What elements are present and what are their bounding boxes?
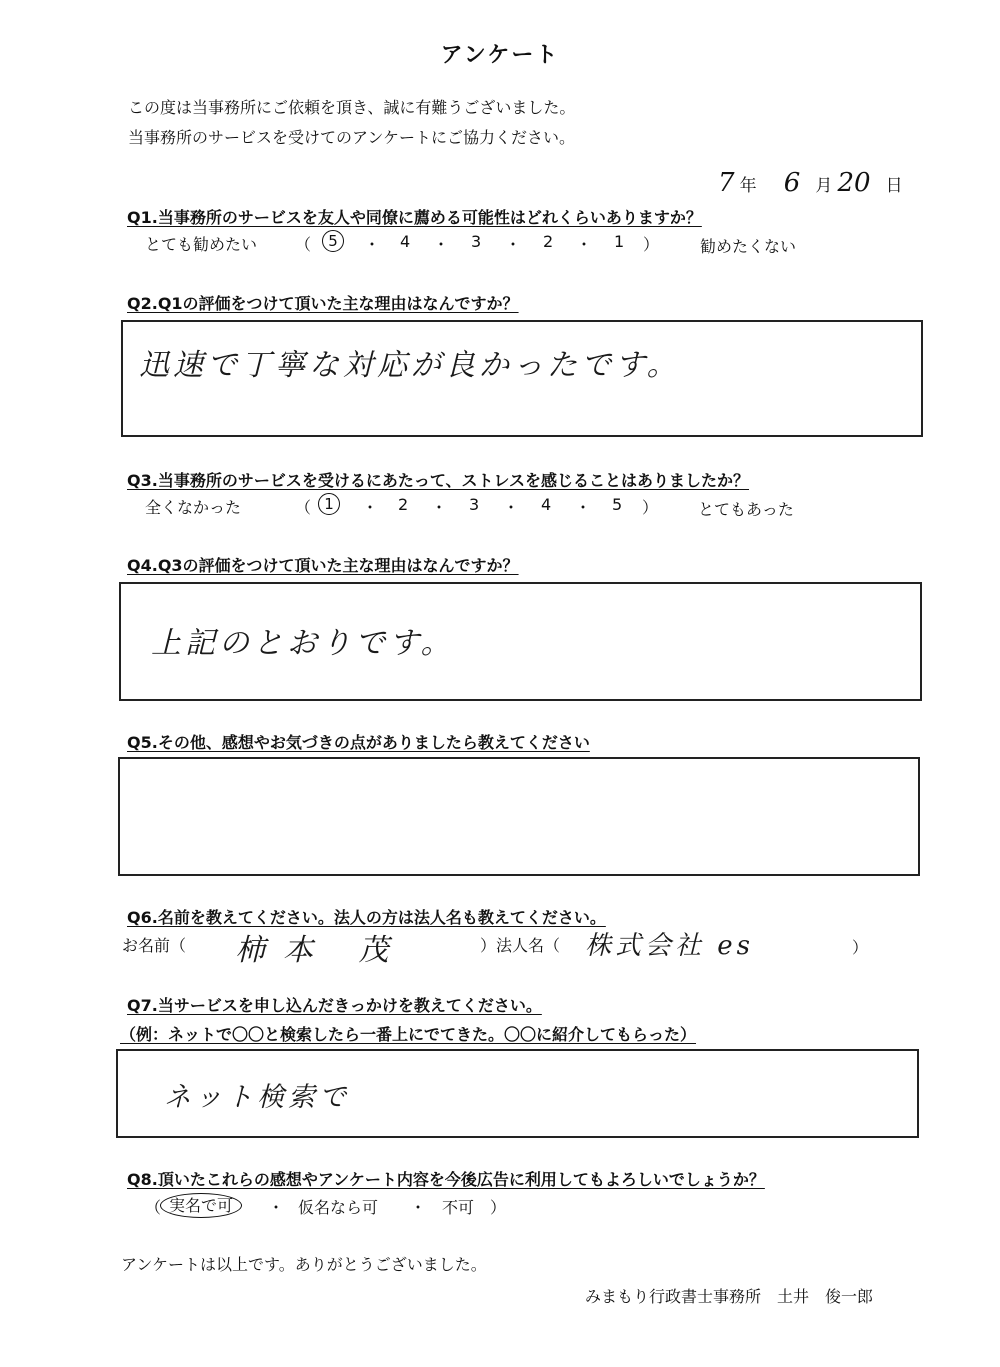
- q4-answer-text: 上記のとおりです。: [151, 626, 455, 661]
- q8-sep: ・: [410, 1198, 427, 1217]
- closing-text: アンケートは以上です。ありがとうございました。: [121, 1255, 487, 1274]
- q3-option-1[interactable]: 1: [318, 493, 340, 515]
- q3-close-paren: ）: [642, 498, 659, 517]
- q1-sep: ・: [364, 235, 381, 254]
- q1-label: Q1.当事務所のサービスを友人や同僚に薦める可能性はどれくらいありますか？: [127, 208, 702, 227]
- q3-sep: ・: [575, 498, 592, 517]
- q1-right-label: 勧めたくない: [700, 237, 797, 256]
- q6-name-label: お名前（: [122, 936, 187, 955]
- q1-sep: ・: [505, 235, 522, 254]
- q3-sep: ・: [362, 498, 379, 517]
- date: [718, 168, 903, 198]
- q1-sep: ・: [433, 235, 450, 254]
- q6-corp-label: ）法人名（: [480, 936, 561, 955]
- q3-option-2[interactable]: 2: [398, 495, 409, 514]
- q1-option-4[interactable]: 4: [400, 232, 411, 251]
- q6-name-value[interactable]: 柿本 茂: [235, 933, 407, 968]
- q5-answer-box[interactable]: [118, 757, 920, 876]
- q6-label: Q6.名前を教えてください。法人の方は法人名も教えてください。: [127, 908, 606, 927]
- q3-sep: ・: [503, 498, 520, 517]
- q2-answer-text: 迅速で丁寧な対応が良かったです。: [139, 348, 681, 383]
- q1-option-5[interactable]: 5: [322, 230, 344, 252]
- date-month-unit: 月: [815, 176, 833, 196]
- q6-close-paren: ）: [852, 938, 869, 957]
- date-year-unit: 年: [739, 176, 757, 196]
- intro-line-1: この度は当事務所にご依頼を頂き、誠に有難うございました。: [128, 98, 576, 117]
- q6-corp-value[interactable]: 株式会社 es: [585, 931, 754, 961]
- q3-option-5[interactable]: 5: [612, 495, 623, 514]
- q8-open-paren: （: [145, 1198, 162, 1217]
- q1-sep: ・: [576, 235, 593, 254]
- q1-close-paren: ）: [643, 235, 660, 254]
- q4-label: Q4.Q3の評価をつけて頂いた主な理由はなんですか？: [127, 556, 519, 575]
- q1-option-1[interactable]: 1: [614, 232, 625, 251]
- signature: みまもり行政書士事務所 土井 俊一郎: [585, 1287, 874, 1306]
- q7-example: （例：ネットで〇〇と検索したら一番上にでてきた。〇〇に紹介してもらった）: [120, 1025, 697, 1044]
- q3-label: Q3.当事務所のサービスを受けるにあたって、ストレスを感じることはありましたか？: [127, 471, 750, 490]
- intro-line-2: 当事務所のサービスを受けてのアンケートにご協力ください。: [128, 128, 576, 147]
- q8-option-no[interactable]: 不可: [442, 1198, 475, 1217]
- q4-answer-box[interactable]: [119, 582, 922, 701]
- q1-option-2[interactable]: 2: [543, 232, 554, 251]
- date-month: 6: [783, 168, 801, 198]
- q3-option-4[interactable]: 4: [541, 495, 552, 514]
- q7-answer-box[interactable]: [116, 1049, 919, 1138]
- q3-right-label: とてもあった: [698, 500, 794, 519]
- q3-left-label: 全くなかった: [145, 498, 242, 517]
- date-day-unit: 日: [885, 176, 903, 196]
- survey-title: アンケート: [440, 43, 560, 68]
- q8-close-paren: ）: [490, 1198, 507, 1217]
- q3-open-paren: （: [295, 498, 312, 517]
- q7-label: Q7.当サービスを申し込んだきっかけを教えてください。: [127, 996, 542, 1015]
- q3-option-3[interactable]: 3: [469, 495, 480, 514]
- q8-sep: ・: [268, 1198, 285, 1217]
- q2-answer-box[interactable]: [121, 320, 923, 437]
- q3-sep: ・: [431, 498, 448, 517]
- date-day: 20: [837, 168, 871, 198]
- q1-option-3[interactable]: 3: [471, 232, 482, 251]
- q8-option-pseudonym[interactable]: 仮名なら可: [298, 1198, 379, 1217]
- q8-label: Q8.頂いたこれらの感想やアンケート内容を今後広告に利用してもよろしいでしょうか？: [127, 1170, 765, 1189]
- date-year: 7: [718, 168, 735, 198]
- q1-open-paren: （: [295, 235, 312, 254]
- q7-answer-text: ネット検索で: [164, 1082, 350, 1113]
- q2-label: Q2.Q1の評価をつけて頂いた主な理由はなんですか？: [127, 294, 519, 313]
- q5-label: Q5.その他、感想やお気づきの点がありましたら教えてください: [127, 733, 590, 752]
- q8-option-real-name[interactable]: 実名で可: [160, 1193, 242, 1216]
- q1-left-label: とても勧めたい: [145, 235, 258, 254]
